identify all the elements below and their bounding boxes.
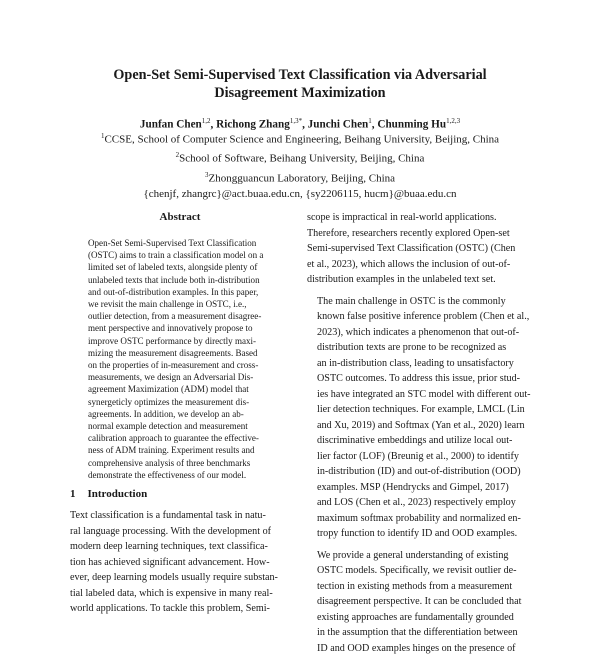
text-line: limited set of labeled texts, alongside plenty of <box>88 261 276 273</box>
text-line: tion has achieved significant advancement. How- <box>70 555 296 571</box>
text-line: ies have integrated an STC model with different out- <box>307 387 533 403</box>
text-line: mizing the measurement disagreements. Based <box>88 347 276 359</box>
author-sup: 1,2,3 <box>446 117 460 125</box>
text-line: in the assumption that the differentiation between <box>307 625 533 641</box>
text-line: modern deep learning techniques, text classifica- <box>70 539 296 555</box>
text-line: outlier detection, from a measurement disagree- <box>88 310 276 322</box>
text-line: distribution examples in the unlabeled text set. <box>307 272 533 288</box>
affiliation: $^3$Zhongguancun Laboratory, Beijing, China <box>20 168 580 187</box>
paper-title <box>40 66 560 102</box>
intro-body <box>70 508 296 617</box>
text-line: ment perspective and innovatively propose to <box>88 322 276 334</box>
text-line: we revisit the main challenge in OSTC, i.e., <box>88 298 276 310</box>
text-line: lier detection techniques. For example, LMCL (Lin <box>307 402 533 418</box>
author-emails: {chenjf, zhangrc}@act.buaa.edu.cn, {sy2206115, hucm}@buaa.edu.cn <box>20 187 580 203</box>
author-name: Chunming Hu <box>377 119 446 131</box>
text-line: scope is impractical in real-world applications. <box>307 210 533 226</box>
text-line: on the properties of in-measurement and cross- <box>88 359 276 371</box>
section-title: Introduction <box>88 488 148 500</box>
text-line: We provide a general understanding of existing <box>307 548 533 564</box>
text-line: improve OSTC performance by directly maxi- <box>88 335 276 347</box>
text-line: in-distribution (ID) and out-of-distribution (OOD) <box>307 464 533 480</box>
text-line: measurements, we design an Adversarial Dis- <box>88 371 276 383</box>
text-line: examples. MSP (Hendrycks and Gimpel, 2017) <box>307 480 533 496</box>
text-line: and Xu, 2019) and Softmax (Yan et al., 2020) learn <box>307 418 533 434</box>
author-name: Junchi Chen <box>308 119 369 131</box>
text-line: existing approaches are fundamentally grounded <box>307 610 533 626</box>
text-line: disagreement perspective. It can be concluded that <box>307 594 533 610</box>
abstract-body <box>88 237 276 481</box>
text-line: ness of ADM training. Experiment results and <box>88 444 276 456</box>
text-line: Open-Set Semi-Supervised Text Classification <box>88 237 276 249</box>
author-sup: 1 <box>368 117 372 125</box>
text-line: synergeticly optimizes the measurement dis- <box>88 396 276 408</box>
affiliation-list <box>20 129 580 202</box>
author-name: Richong Zhang <box>216 119 290 131</box>
abstract-heading: Abstract <box>75 211 285 223</box>
affiliation: $^1$CCSE, School of Computer Science and Engineering, Beihang University, Beijing, China <box>20 129 580 148</box>
text-line: ID and OOD examples hinges on the presence of <box>307 641 533 656</box>
text-line: agreements. In addition, we develop an ab- <box>88 408 276 420</box>
text-line: and LOS (Chen et al., 2023) respectively employ <box>307 495 533 511</box>
text-line: (OSTC) aims to train a classification model on a <box>88 249 276 261</box>
author-sup: 1,3* <box>290 117 302 125</box>
text-line: The main challenge in OSTC is the commonly <box>307 294 533 310</box>
text-line: demonstrate the effectiveness of our model. <box>88 469 276 481</box>
text-line: and out-of-distribution examples. In this paper, <box>88 286 276 298</box>
author-name: Junfan Chen <box>140 119 202 131</box>
text-line: unlabeled texts that include both in-distribution <box>88 274 276 286</box>
affiliation: $^2$School of Software, Beihang University, Beijing, China <box>20 148 580 167</box>
title-line: Disagreement Maximization <box>40 84 560 102</box>
text-line: maximum softmax probability and normalized en- <box>307 511 533 527</box>
text-line: world applications. To tackle this problem, Semi- <box>70 601 296 617</box>
paragraph <box>307 548 533 656</box>
text-line: Text classification is a fundamental task in natu- <box>70 508 296 524</box>
text-line: 2023), which indicates a phenomenon that out-of- <box>307 325 533 341</box>
author-list: Junfan Chen$^{1,2}$, Richong Zhang$^{1,3*}$, Junchi Chen$^1$, Chunming Hu$^{1,2,3}$ <box>20 114 580 132</box>
text-line: normal example detection and measurement <box>88 420 276 432</box>
text-line: OSTC outcomes. To address this issue, prior stud- <box>307 371 533 387</box>
text-line: an in-distribution class, leading to unsatisfactory <box>307 356 533 372</box>
text-line: tropy function to identify ID and OOD examples. <box>307 526 533 542</box>
section-number: 1 <box>70 488 76 500</box>
paragraph <box>307 210 533 288</box>
text-line: OSTC models. Specifically, we revisit outlier de- <box>307 563 533 579</box>
text-line: lier factor (LOF) (Breunig et al., 2000) to identify <box>307 449 533 465</box>
text-line: Semi-supervised Text Classification (OSTC) (Chen <box>307 241 533 257</box>
text-line: agreement Maximization (ADM) model that <box>88 383 276 395</box>
text-line: et al., 2023), which allows the inclusion of out-of- <box>307 257 533 273</box>
text-line: tection in existing methods from a measurement <box>307 579 533 595</box>
author-sup: 1,2 <box>202 117 211 125</box>
title-line: Open-Set Semi-Supervised Text Classification via Adversarial <box>40 66 560 84</box>
section-heading <box>70 488 147 500</box>
text-line: distribution texts are prone to be recognized as <box>307 340 533 356</box>
text-line: ever, deep learning models usually require substan- <box>70 570 296 586</box>
text-line: Therefore, researchers recently explored Open-set <box>307 226 533 242</box>
paragraph <box>307 294 533 542</box>
right-column-body <box>307 210 533 656</box>
text-line: discriminative embeddings and utilize local out- <box>307 433 533 449</box>
text-line: tial labeled data, which is expensive in many real- <box>70 586 296 602</box>
text-line: calibration approach to guarantee the effective- <box>88 432 276 444</box>
text-line: ral language processing. With the development of <box>70 524 296 540</box>
text-line: known false positive inference problem (Chen et al., <box>307 309 533 325</box>
text-line: comprehensive analysis of three benchmarks <box>88 457 276 469</box>
